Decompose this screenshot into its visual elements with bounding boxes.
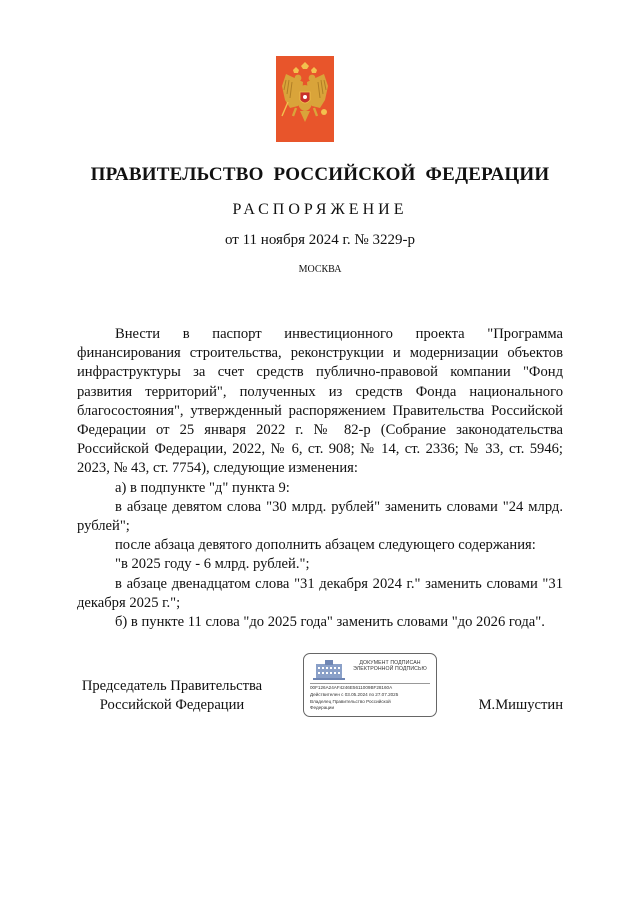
stamp-owner: Федерации [310, 705, 335, 710]
electronic-signature-stamp [303, 653, 437, 717]
stamp-title-line: ДОКУМЕНТ ПОДПИСАН [359, 660, 421, 666]
stamp-divider [310, 683, 430, 684]
body-paragraph: а) в подпункте "д" пункта 9: [115, 479, 290, 496]
signatory-position [77, 677, 267, 715]
stamp-validity: Действителен с 03.05.2024 по 27.07.2025 [310, 692, 399, 697]
stamp-serial: 00F126A24AF4246E5611009BF28160A [310, 685, 393, 690]
russian-coat-of-arms-icon [276, 56, 334, 142]
body-paragraph: "в 2025 году - 6 млрд. рублей."; [115, 556, 310, 573]
signatory-name: М.Мишустин [478, 697, 563, 713]
body-paragraph: Внести в паспорт инвестиционного проекта "Программа финансирования строительства, реконструкции и модернизации объектов инфраструктуры за счет средств публично-правовой компании "Фонд развития территорий", полученных из средств Фонда национального благосостояния", утвержденный распоряжением Правительства Российской Федерации от 25 января 2022 г. № 82-р (Собрание законодательства Российской Федерации, 2022, № 6, ст. 908; № 14, ст. 2336; № 33, ст. 5946; 2023, № 43, ст. 7754), следующие изменения: [77, 326, 563, 477]
signatory-position-line: Российской Федерации [99, 697, 245, 713]
body-paragraph: в абзаце двенадцатом слова "31 декабря 2024 г." заменить словами "31 декабря 2025 г."; [77, 575, 563, 611]
body-paragraph: б) в пункте 11 слова "до 2025 года" заменить словами "до 2026 года". [115, 614, 545, 631]
document-body [77, 325, 563, 632]
stamp-title [348, 660, 432, 673]
document-type: РАСПОРЯЖЕНИЕ [232, 201, 408, 218]
document-city: МОСКВА [298, 264, 342, 275]
document-date-number: от 11 ноября 2024 г. № 3229-р [225, 232, 415, 248]
body-paragraph: в абзаце девятом слова "30 млрд. рублей" заменить словами "24 млрд. рублей"; [77, 498, 563, 535]
stamp-title-line: ЭЛЕКТРОННОЙ ПОДПИСЬЮ [353, 666, 427, 673]
government-building-icon [311, 658, 347, 682]
body-paragraph: после абзаца девятого дополнить абзацем следующего содержания: [115, 537, 536, 554]
government-title: ПРАВИТЕЛЬСТВО РОССИЙСКОЙ ФЕДЕРАЦИИ [90, 164, 550, 185]
signatory-position-line: Председатель Правительства [81, 678, 263, 694]
stamp-owner: Владелец Правительство Российской [310, 699, 391, 704]
